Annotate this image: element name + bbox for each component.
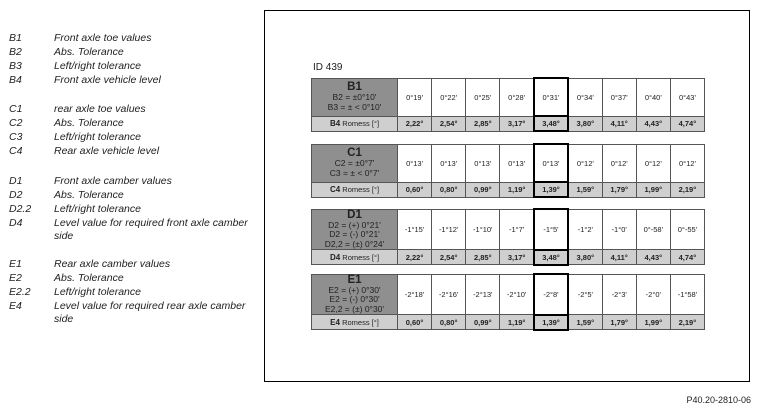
legend-code: D2	[9, 189, 23, 201]
value-cell: 0°12'	[602, 144, 636, 182]
level-cell: 1,79°	[602, 315, 636, 330]
legend-code: B4	[9, 74, 22, 86]
level-cell: 0,60°	[398, 182, 432, 197]
level-cell: 3,17°	[500, 116, 534, 131]
legend-text: Rear axle camber values	[54, 258, 171, 270]
value-cell: 0°22'	[432, 78, 466, 116]
legend-text: Level value for required rear axle camber side	[54, 300, 246, 325]
level-code: D4	[329, 252, 341, 262]
value-cell: -2°13'	[466, 274, 500, 315]
table-header	[312, 144, 398, 182]
diagram-id: ID 439	[313, 62, 343, 73]
legend-text: Rear axle vehicle level	[54, 145, 160, 157]
value-cell: 0°12'	[670, 144, 704, 182]
level-code: E4	[330, 317, 340, 327]
legend-text: Left/right tolerance	[54, 60, 141, 72]
level-cell: 4,74°	[670, 116, 704, 131]
tolerance-line: C3 = ± < 0°7'	[329, 167, 380, 178]
tolerance-line: E2 = (-) 0°30'	[329, 294, 380, 304]
level-cell: 0,99°	[466, 315, 500, 330]
legend	[0, 0, 260, 412]
legend-text: Front axle camber values	[54, 175, 172, 187]
value-cell: 0°37'	[602, 78, 636, 116]
level-label: Romess [°]	[342, 185, 380, 194]
tolerance-line: D2 = (-) 0°21'	[329, 229, 380, 239]
tolerance-line: E2,2 = (±) 0°30'	[324, 303, 385, 314]
level-cell: 1,99°	[636, 315, 670, 330]
level-code: B4	[329, 119, 341, 128]
table-header	[312, 78, 398, 116]
level-cell: 2,85°	[466, 250, 500, 265]
value-cell: 0°34'	[568, 78, 602, 116]
value-cell: 0°25'	[466, 78, 500, 116]
value-cell: 0°-58'	[636, 209, 670, 250]
level-cell-highlighted: 1,39°	[534, 315, 568, 330]
tolerance-line: D2,2 = (±) 0°24'	[324, 238, 385, 249]
level-cell: 1,19°	[500, 182, 534, 197]
value-cell: 0°-55'	[670, 209, 704, 250]
table-title: C1	[347, 147, 362, 159]
legend-text: Abs. Tolerance	[54, 46, 124, 58]
legend-text: Front axle vehicle level	[54, 74, 161, 86]
legend-code: B2	[9, 46, 22, 58]
legend-code: C3	[9, 131, 23, 143]
level-cell: 1,59°	[568, 315, 602, 330]
value-cell: -2°16'	[432, 274, 466, 315]
legend-code: B1	[9, 32, 22, 44]
value-cell: 0°13'	[432, 144, 466, 182]
tolerance-line: C2 = ±0°7'	[334, 158, 375, 168]
value-cell: 0°13'	[500, 144, 534, 182]
level-label: Romess [°]	[342, 317, 379, 327]
level-cell: 4,11°	[602, 250, 636, 265]
legend-text: Left/right tolerance	[54, 131, 141, 143]
level-cell: 4,11°	[602, 116, 636, 131]
value-cell: -1°15'	[398, 209, 432, 250]
table-title: E1	[347, 273, 362, 286]
value-cell: 0°12'	[568, 144, 602, 182]
table-rear-toe	[311, 143, 705, 198]
level-cell-highlighted: 1,39°	[534, 182, 568, 197]
tolerance-line: B3 = ± < 0°10'	[327, 101, 382, 112]
level-cell: 2,19°	[670, 315, 704, 330]
level-cell: 4,74°	[670, 250, 704, 265]
value-cell: -1°7'	[500, 209, 534, 250]
level-cell: 4,43°	[636, 116, 670, 131]
table-rear-camber	[311, 273, 705, 331]
level-cell: 0,99°	[466, 182, 500, 197]
table-front-toe	[311, 77, 705, 132]
level-cell: 1,99°	[636, 182, 670, 197]
value-cell: 0°13'	[466, 144, 500, 182]
table-title: D1	[347, 208, 362, 221]
level-cell: 0,80°	[432, 315, 466, 330]
level-code: C4	[329, 185, 341, 194]
legend-text: Left/right tolerance	[54, 203, 141, 215]
value-cell: -2°18'	[398, 274, 432, 315]
table-front-camber	[311, 208, 705, 266]
level-cell: 2,54°	[432, 250, 466, 265]
level-cell: 2,22°	[398, 250, 432, 265]
legend-text: Abs. Tolerance	[54, 189, 124, 201]
level-cell: 2,54°	[432, 116, 466, 131]
table-header	[312, 209, 398, 250]
level-cell-highlighted: 3,48°	[534, 250, 568, 265]
legend-code: E2.2	[9, 286, 31, 298]
legend-code: E4	[9, 300, 22, 312]
value-cell-highlighted: 0°31'	[534, 78, 568, 116]
level-cell: 4,43°	[636, 250, 670, 265]
value-cell: -1°10'	[466, 209, 500, 250]
legend-code: B3	[9, 60, 22, 72]
table-header	[312, 274, 398, 315]
level-cell: 0,80°	[432, 182, 466, 197]
value-cell: 0°28'	[500, 78, 534, 116]
level-cell: 3,80°	[568, 250, 602, 265]
value-cell: -2°3'	[602, 274, 636, 315]
level-header	[312, 250, 398, 265]
value-cell: -1°0'	[602, 209, 636, 250]
level-cell: 1,19°	[500, 315, 534, 330]
level-cell: 3,80°	[568, 116, 602, 131]
level-cell-highlighted: 3,48°	[534, 116, 568, 131]
legend-text: Abs. Tolerance	[54, 117, 124, 129]
legend-text: rear axle toe values	[54, 103, 146, 115]
legend-text: Abs. Tolerance	[54, 272, 124, 284]
legend-code: C2	[9, 117, 23, 129]
value-cell: -1°58'	[670, 274, 704, 315]
legend-text: Left/right tolerance	[54, 286, 141, 298]
value-cell: -2°0'	[636, 274, 670, 315]
level-cell: 0,60°	[398, 315, 432, 330]
level-label: Romess [°]	[342, 252, 380, 262]
level-cell: 3,17°	[500, 250, 534, 265]
value-cell: -1°2'	[568, 209, 602, 250]
value-cell: 0°43'	[670, 78, 704, 116]
legend-code: E1	[9, 258, 22, 270]
value-cell: 0°19'	[398, 78, 432, 116]
tolerance-line: E2 = (+) 0°30'	[328, 284, 381, 295]
value-cell-highlighted: -2°8'	[534, 274, 568, 315]
figure-reference: P40.20-2810-06	[686, 395, 751, 405]
value-cell: 0°40'	[636, 78, 670, 116]
legend-code: C1	[9, 103, 23, 115]
legend-text: Front axle toe values	[54, 32, 152, 44]
legend-code: D2.2	[9, 203, 32, 215]
level-header	[312, 315, 398, 330]
value-cell: -2°10'	[500, 274, 534, 315]
level-header	[312, 116, 398, 131]
legend-code: E2	[9, 272, 22, 284]
tolerance-line: D2 = (+) 0°21'	[328, 219, 381, 230]
value-cell: -1°12'	[432, 209, 466, 250]
value-cell: 0°12'	[636, 144, 670, 182]
level-cell: 2,85°	[466, 116, 500, 131]
value-cell-highlighted: 0°13'	[534, 144, 568, 182]
legend-text: Level value for required front axle camber side	[54, 217, 248, 242]
level-cell: 2,19°	[670, 182, 704, 197]
value-cell: -2°5'	[568, 274, 602, 315]
level-cell: 2,22°	[398, 116, 432, 131]
tolerance-line: B2 = ±0°10'	[332, 92, 377, 102]
legend-code: D4	[9, 217, 23, 229]
level-cell: 1,79°	[602, 182, 636, 197]
table-title: B1	[347, 81, 362, 93]
legend-code: C4	[9, 145, 23, 157]
value-cell-highlighted: -1°5'	[534, 209, 568, 250]
level-cell: 1,59°	[568, 182, 602, 197]
legend-code: D1	[9, 175, 23, 187]
level-label: Romess [°]	[342, 119, 380, 128]
value-cell: 0°13'	[398, 144, 432, 182]
level-header	[312, 182, 398, 197]
